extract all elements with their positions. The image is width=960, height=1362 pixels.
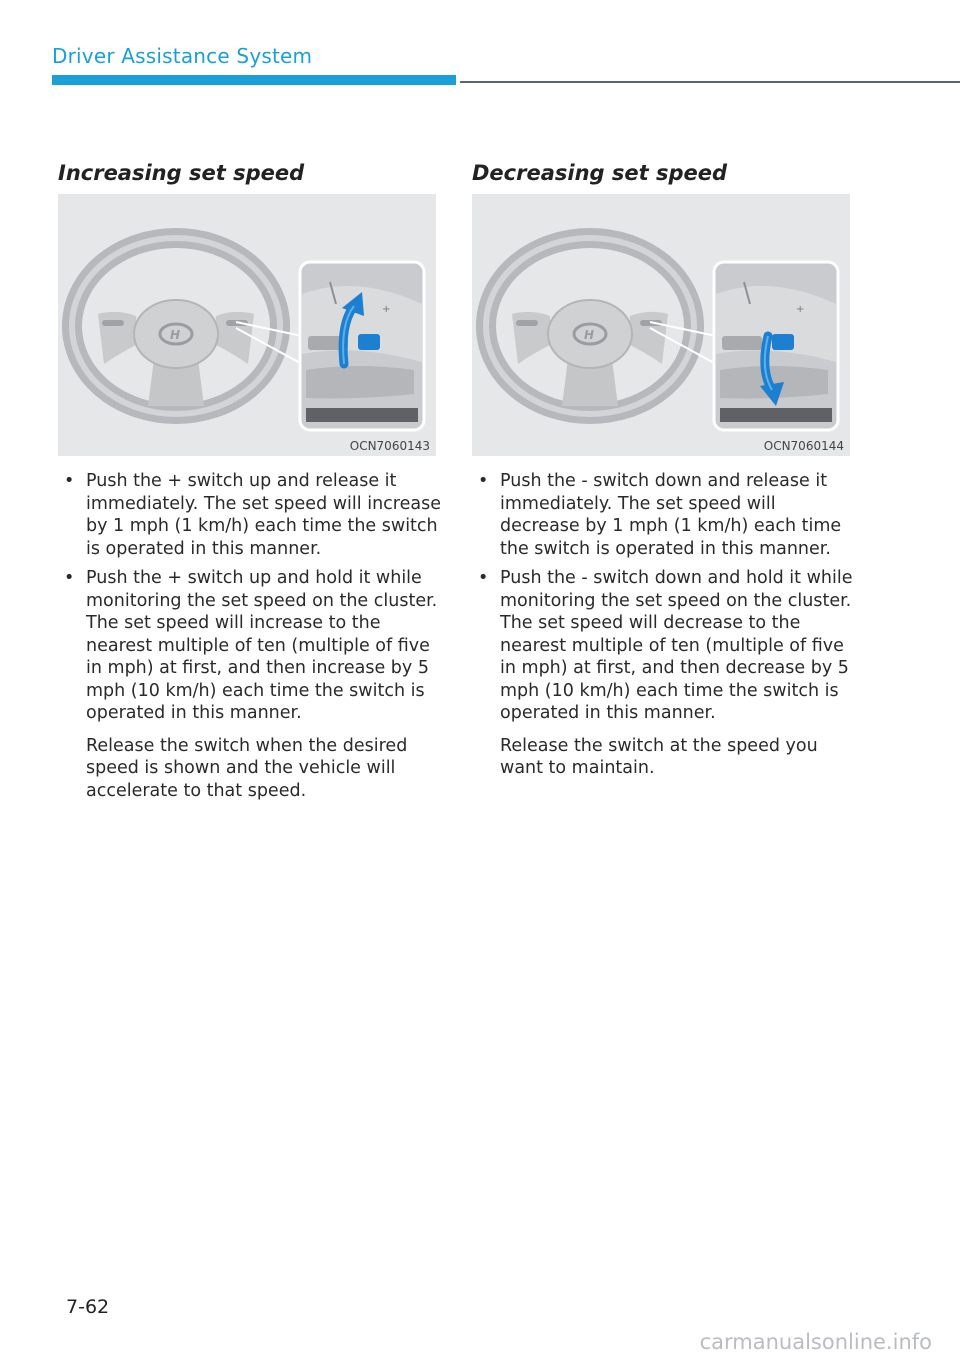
watermark: carmanualsonline.info <box>699 1330 932 1354</box>
header-rule <box>460 81 960 83</box>
bullet-text-continued: Release the switch at the speed you want to maintain. <box>500 735 818 778</box>
header-accent-bar <box>52 75 456 85</box>
steering-wheel-figure <box>472 194 850 456</box>
svg-text:+: + <box>382 304 391 315</box>
bullet-text-continued: Release the switch when the desired speed is shown and the vehicle will accelerate to that speed. <box>86 735 408 801</box>
list-item <box>58 470 443 560</box>
page-number: 7-62 <box>66 1296 110 1318</box>
steering-wheel-icon <box>472 194 850 456</box>
list-item <box>472 470 857 560</box>
svg-text:H: H <box>584 328 595 342</box>
steering-wheel-icon <box>58 194 436 456</box>
bullet-text: Push the - switch down and release it immediately. The set speed will decrease by 1 mph (1 km/h) each time the switch is operated in this manner. <box>500 471 842 559</box>
section-increasing <box>58 158 443 809</box>
bullet-text: Push the + switch up and hold it while monitoring the set speed on the cluster. The set speed will increase to the nearest multiple of ten (multiple of five in mph) at first, and then increase by 5 mph (10 km/h) each time the switch is operated in this manner. <box>86 568 438 723</box>
section-decreasing <box>472 158 857 787</box>
header-title: Driver Assistance System <box>52 44 313 68</box>
svg-text:H: H <box>170 328 181 342</box>
bullet-list <box>58 470 443 802</box>
bullet-icon: • <box>478 568 489 588</box>
bullet-icon: • <box>478 471 489 491</box>
svg-text:+: + <box>796 304 805 315</box>
steering-wheel-figure <box>58 194 436 456</box>
bullet-list <box>472 470 857 780</box>
list-item <box>472 567 857 780</box>
bullet-icon: • <box>64 568 75 588</box>
figure-code: OCN7060144 <box>763 439 844 453</box>
bullet-text: Push the - switch down and hold it while monitoring the set speed on the cluster. The set speed will decrease to the nearest multiple of ten (multiple of five in mph) at first, and then decrease by 5 mph (10 km/h) each time the switch is operated in this manner. <box>500 568 853 723</box>
figure-code: OCN7060143 <box>349 439 430 453</box>
bullet-text: Push the + switch up and release it immediately. The set speed will increase by 1 mph (1 km/h) each time the switch is operated in this manner. <box>86 471 441 559</box>
list-item <box>58 567 443 802</box>
section-heading: Decreasing set speed <box>472 161 728 185</box>
section-heading: Increasing set speed <box>58 161 305 185</box>
bullet-icon: • <box>64 471 75 491</box>
